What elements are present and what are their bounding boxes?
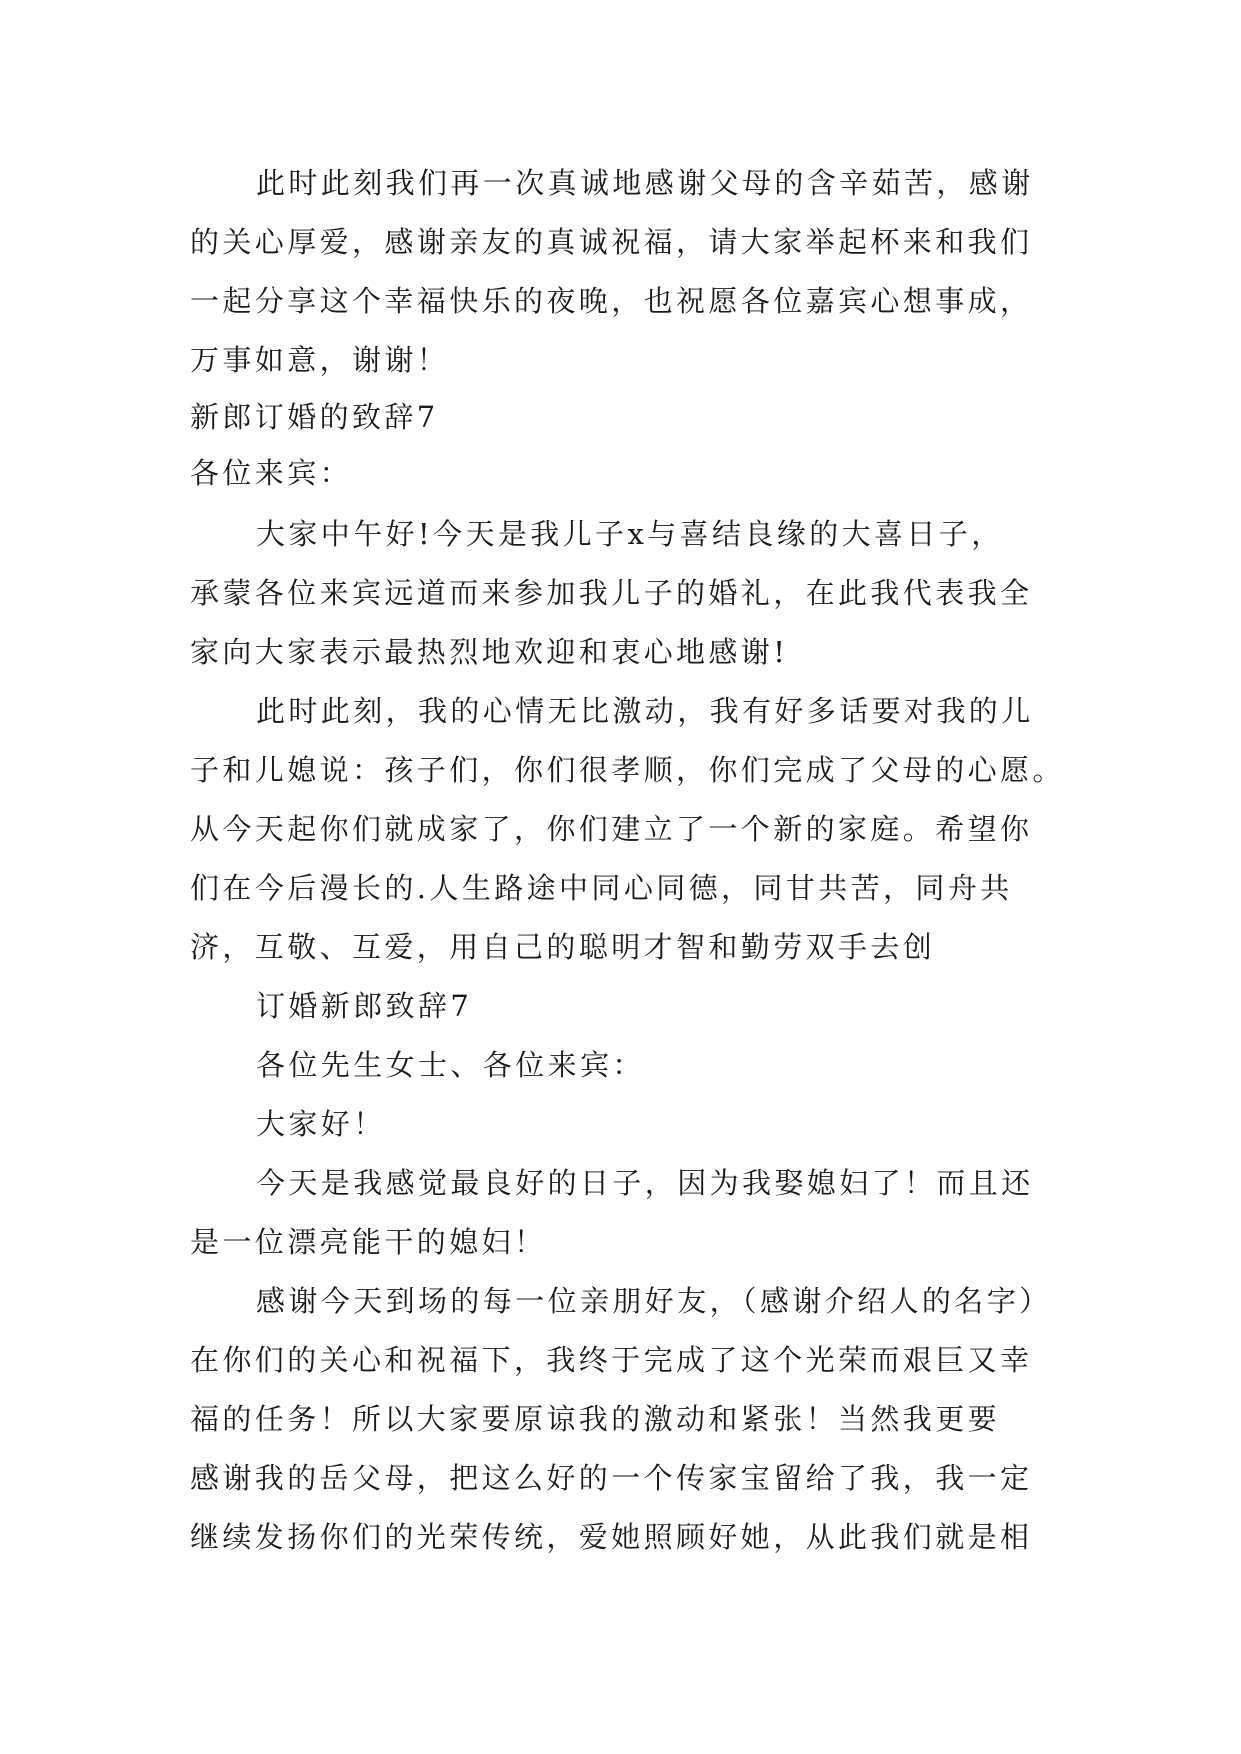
- text-line: 大家中午好!今天是我儿子x与喜结良缘的大喜日子，: [256, 517, 1004, 551]
- text-line: 万事如意，谢谢！: [190, 343, 450, 377]
- text-line: 是一位漂亮能干的媳妇！: [190, 1225, 547, 1259]
- greeting: 大家好！: [256, 1107, 386, 1141]
- text-line: 一起分享这个幸福快乐的夜晚，也祝愿各位嘉宾心想事成，: [190, 284, 1033, 318]
- salutation: 各位先生女士、各位来宾：: [256, 1048, 645, 1082]
- text-line: 在你们的关心和祝福下，我终于完成了这个光荣而艰巨又幸: [190, 1343, 1033, 1377]
- text-line: 此时此刻我们再一次真诚地感谢父母的含辛茹苦，感谢: [256, 166, 1034, 200]
- text-line: 的关心厚爱，感谢亲友的真诚祝福，请大家举起杯来和我们: [190, 225, 1033, 259]
- text-line: 此时此刻，我的心情无比激动，我有好多话要对我的儿: [256, 694, 1034, 728]
- text-line: 感谢今天到场的每一位亲朋好友，（感谢介绍人的名字）: [256, 1284, 1052, 1318]
- text-line: 家向大家表示最热烈地欢迎和衷心地感谢!: [190, 635, 789, 669]
- text-line: 济，互敬、互爱，用自己的聪明才智和勤劳双手去创: [190, 930, 936, 964]
- section-heading: 订婚新郎致辞7: [256, 989, 473, 1023]
- text-line: 今天是我感觉最良好的日子，因为我娶媳妇了！而且还: [256, 1166, 1034, 1200]
- text-line: 们在今后漫长的.人生路途中同心同德，同甘共苦，同舟共: [190, 871, 1013, 905]
- text-line: 福的任务！所以大家要原谅我的激动和紧张！当然我更要: [190, 1402, 1001, 1436]
- text-line: 感谢我的岳父母，把这么好的一个传家宝留给了我，我一定: [190, 1461, 1033, 1495]
- text-line: 继续发扬你们的光荣传统，爱她照顾好她，从此我们就是相: [190, 1520, 1033, 1554]
- text-line: 子和儿媳说：孩子们，你们很孝顺，你们完成了父母的心愿。: [190, 753, 1065, 787]
- salutation: 各位来宾：: [190, 456, 353, 490]
- text-line: 从今天起你们就成家了，你们建立了一个新的家庭。希望你: [190, 812, 1033, 846]
- section-heading: 新郎订婚的致辞7: [190, 400, 439, 434]
- text-line: 承蒙各位来宾远道而来参加我儿子的婚礼，在此我代表我全: [190, 576, 1033, 610]
